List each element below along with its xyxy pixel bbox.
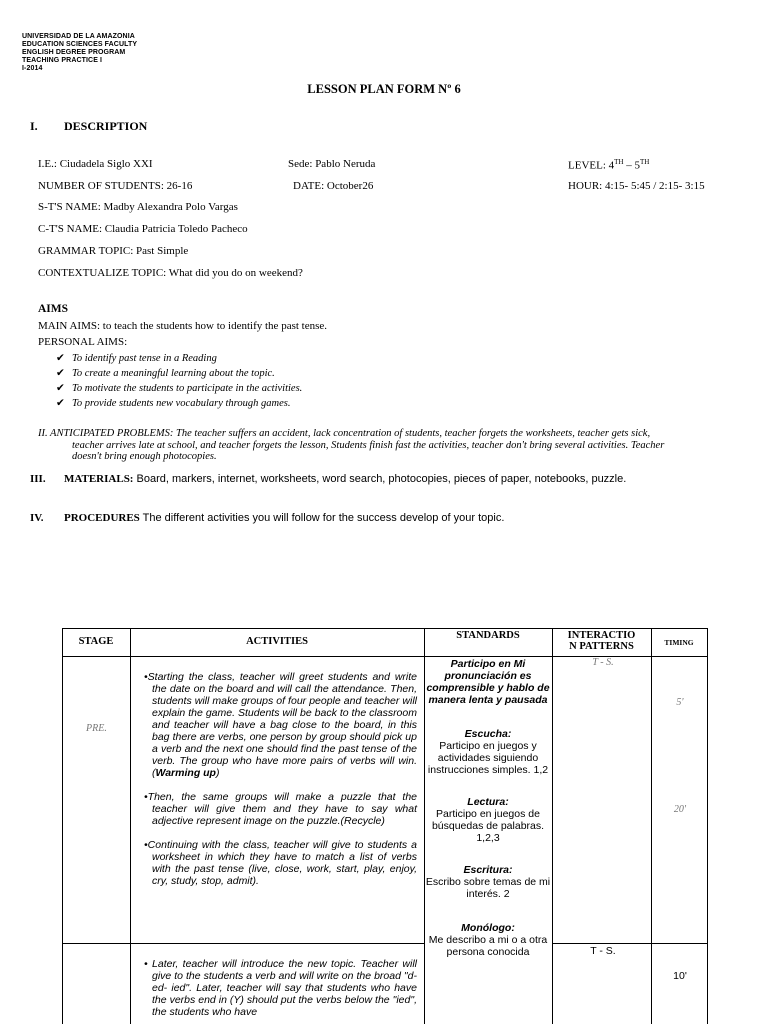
standard-heading: Monólogo: [461, 922, 515, 934]
table-border [707, 628, 708, 1024]
check-icon: ✔ [56, 368, 65, 379]
info-date: DATE: October26 [293, 180, 374, 192]
timing-pre-2: 20' [673, 804, 687, 815]
standards-column [425, 658, 551, 958]
table-border [651, 628, 652, 1024]
standard-text: Participo en juegos y actividades siguiendo instrucciones simples. 1,2 [427, 740, 549, 776]
personal-aim-item: ✔ To identify past tense in a Reading [56, 353, 217, 364]
personal-aim-item: ✔ To create a meaningful learning about the topic. [56, 368, 275, 379]
section-description-heading [30, 119, 147, 134]
standard-text: Escribo sobre temas de mi interés. 2 [425, 876, 551, 900]
header-interaction: INTERACTIO N PATTERNS [567, 630, 636, 652]
check-icon: ✔ [56, 398, 65, 409]
interaction-while: T - S. [590, 945, 616, 957]
stage-pre: PRE. [86, 723, 107, 734]
institution-line: EDUCATION SCIENCES FACULTY [22, 41, 138, 48]
table-border [62, 943, 424, 944]
problems-line: doesn't bring enough photocopies. [72, 451, 217, 462]
table-border [552, 628, 553, 1024]
activities-while [134, 958, 417, 1018]
standard-heading: Participo en Mi pronunciación es comprensible y hablo de manera lenta y pausada [426, 658, 550, 706]
info-st-name: S-T'S NAME: Madby Alexandra Polo Vargas [38, 201, 238, 213]
institution-header [22, 33, 137, 73]
section-number: I. [30, 119, 38, 133]
institution-line: UNIVERSIDAD DE LA AMAZONIA [22, 33, 135, 40]
anticipated-problems [38, 428, 738, 463]
header-activities: ACTIVITIES [246, 636, 308, 647]
personal-aim-item: ✔ To motivate the students to participate in the activities. [56, 383, 303, 394]
timing-while: 10' [673, 970, 687, 982]
interaction-pre: T - S. [592, 657, 614, 668]
info-students: NUMBER OF STUDENTS: 26-16 [38, 180, 193, 192]
info-context: CONTEXTUALIZE TOPIC: What did you do on weekend? [38, 267, 303, 279]
standard-heading: Lectura: [467, 796, 509, 808]
procedures-label: PROCEDURES [64, 512, 140, 524]
materials-section [30, 473, 626, 485]
page-title: LESSON PLAN FORM Nº 6 [307, 82, 461, 96]
table-border [62, 628, 708, 629]
section-number: IV. [30, 512, 44, 524]
materials-label: MATERIALS: [64, 473, 134, 485]
institution-line: ENGLISH DEGREE PROGRAM [22, 49, 126, 56]
problems-line: II. ANTICIPATED PROBLEMS: The teacher suffers an accident, lack concentration of students, teacher forgets the worksheets, teacher gets sick, [38, 428, 651, 439]
institution-line: TEACHING PRACTICE I [22, 57, 103, 64]
standard-text: Me describo a mi o a otra persona conocida [428, 934, 548, 958]
info-ie: I.E.: Ciudadela Siglo XXI [38, 158, 153, 170]
table-border [62, 628, 63, 1024]
procedures-text: The different activities you will follow for the success develop of your topic. [139, 512, 505, 524]
info-hour: HOUR: 4:15- 5:45 / 2:15- 3:15 [568, 180, 705, 192]
header-stage: STAGE [78, 636, 114, 647]
timing-pre-1: 5' [676, 697, 684, 708]
institution-line: I-2014 [22, 65, 43, 72]
info-level: LEVEL: 4TH – 5TH [568, 158, 650, 172]
activity-item: •Starting the class, teacher will greet students and write the date on the board and will call the attendance. Then, students will make groups of four people and teacher will explain the game. Students will be back to the classroom and teacher will have a bag close to the board, in this bag there are verbs, one person by group should pick up a verb and the next one should find the past tense of the verb. The group who have more pairs of verbs will win.(Warming up) [144, 671, 417, 779]
standard-text: Participo en juegos de búsquedas de palabras. 1,2,3 [431, 808, 545, 844]
activity-item: •Then, the same groups will make a puzzle that the teacher will give them and they have to say what adjective represent image on the puzzle.(Recycle) [144, 791, 417, 827]
activity-item: • Later, teacher will introduce the new topic. Teacher will give to the students a verb and will write on the broad "d- ed- ied". Later, teacher will say that students who have the verbs end in (Y) should put the verbs below the "ied", the students who have [144, 958, 417, 1018]
section-label: DESCRIPTION [64, 119, 148, 133]
check-icon: ✔ [56, 353, 65, 364]
procedures-section [30, 512, 504, 524]
info-grammar: GRAMMAR TOPIC: Past Simple [38, 245, 189, 257]
personal-aims-label: PERSONAL AIMS: [38, 336, 128, 348]
header-standards: STANDARDS [456, 630, 520, 641]
materials-text: Board, markers, internet, worksheets, word search, photocopies, pieces of paper, notebooks, puzzle. [133, 473, 627, 485]
activities-pre [134, 671, 417, 887]
header-timing: TIMING [664, 638, 694, 647]
activity-item: •Continuing with the class, teacher will give to students a worksheet in which they have to match a list of verbs with the past tense (live, close, work, start, play, enjoy, cry, study, stop, admit). [144, 839, 417, 887]
main-aims: MAIN AIMS: to teach the students how to identify the past tense. [38, 320, 328, 332]
standard-heading: Escritura: [463, 864, 513, 876]
info-sede: Sede: Pablo Neruda [288, 158, 376, 170]
personal-aim-item: ✔ To provide students new vocabulary through games. [56, 398, 291, 409]
table-border [130, 628, 131, 1024]
info-ct-name: C-T'S NAME: Claudia Patricia Toledo Pacheco [38, 223, 248, 235]
aims-heading: AIMS [38, 303, 69, 315]
table-border [552, 943, 708, 944]
check-icon: ✔ [56, 383, 65, 394]
standard-heading: Escucha: [464, 728, 512, 740]
section-number: III. [30, 473, 46, 485]
problems-line: teacher arrives late at school, and teacher forgets the lesson, Students finish fast the activities, teacher don't bring several activities. Teacher [72, 439, 665, 451]
